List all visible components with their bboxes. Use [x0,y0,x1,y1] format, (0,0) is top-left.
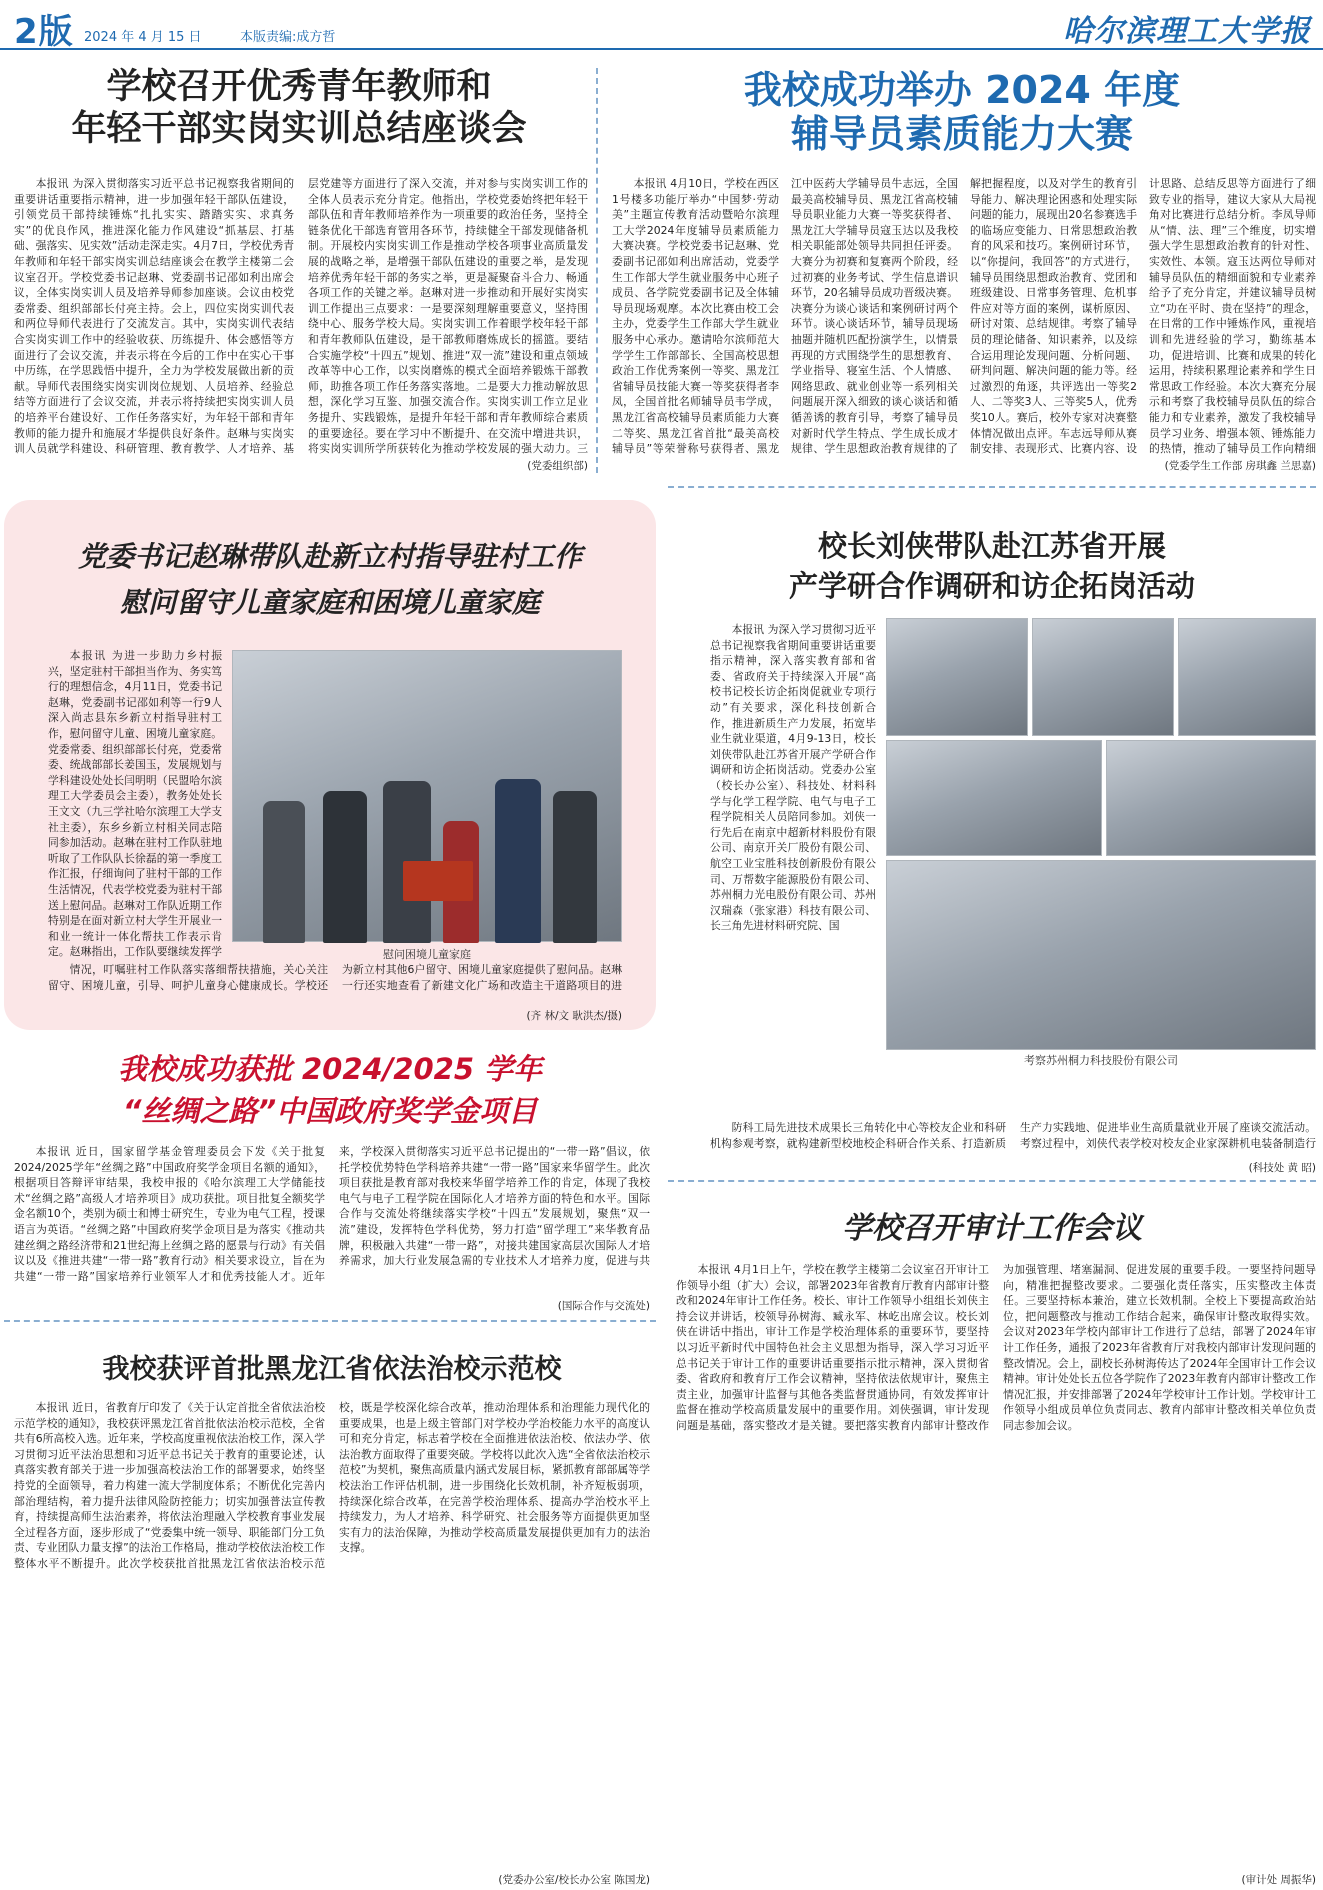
article-body [612,176,1316,458]
newspaper-nameplate: 哈尔滨理工大学报 [1063,14,1311,49]
section-divider [668,486,1316,488]
photo-caption: 考察苏州桐力科技股份有限公司 [1024,1054,1178,1067]
article-text: 本报讯 近日，国家留学基金管理委员会下发《关于批复2024/2025学年“丝绸之路”中国政府奖学金项目名额的通知》，根据项目答辩评审结果，我校申报的《哈尔滨理工大学储能技术“丝绸之路”高级人才培养项目》成功获批。项目批复全额奖学金名额10个，类别为硕士和博士研究生，专业为电气工程，授课语言为英语。“丝绸之路”中国政府奖学金项目是为落实《推动共建丝绸之路经济带和21世纪海上丝绸之路的愿景与行动》有关倡议以及《推进共建“一带一路”教育行动》相关要求设立，旨在为共建“一带一路”国家培养行业领军人才和优秀技能人才。近年来，学校深入贯彻落实习近平总书记提出的“一带一路”倡议，依托学校优势特色学科培养共建“一带一路”国家来华留学生。此次项目获批是教育部对我校来华留学培养工作的肯定，体现了我校电气与电子工程学院在国际化人才培养方面的特色和水平。国际合作与交流处将继续落实学校“十四五”发展规划，聚焦“双一流”建设，发挥特色学科优势，努力打造“留学理工”来华教育品牌，积极融入共建“一带一路”，对接共建国家高层次国际人才培养需求，加大行业发展急需的专业技术人才培养力度，促进与共 [14,1145,650,1283]
photo-company-visit-2 [1032,618,1174,736]
article-headline-line1: 我校成功举办 2024 年度 [743,68,1181,112]
section-divider [4,1320,656,1322]
article-body [48,962,622,1008]
photo-company-visit-1 [886,618,1028,736]
article-text: 本报讯 为深入学习贯彻习近平总书记视察我省期间重要讲话重要指示精神，深入落实教育部和省委、省政府关于持续深入开展“高校书记校长访企拓岗促就业专项行动”有关要求，深化科技创新合作，推进新质生产力发展，拓宽毕业生就业渠道，4月9-13日，校长刘侠带队赴江苏省开展产学研合作调研和访企拓岗活动。党委办公室（校长办公室）、科技处、材料科学与化学工程学院、电气与电子工程学院相关人员陪同参加。刘侠一行先后在南京中超新材料股份有限公司、南京开关厂股份有限公司、航空工业宝胜科技创新股份有限公司、万帮数字能源股份有限公司、苏州桐力光电股份有限公司、苏州汉瑞森（张家港）科技有限公司、长三角先进材料研究院、国 [710,623,876,933]
article-headline-line2: 辅导员素质能力大赛 [790,112,1133,156]
page-number: 2版 [14,12,74,52]
article-text: 本报讯 近日，省教育厅印发了《关于认定首批全省依法治校示范学校的通知》，我校获评黑龙江省首批依法治校示范校，全省共有6所高校入选。近年来，学校高度重视依法治校工作，深入学习贯彻习近平法治思想和习近平总书记关于教育的重要论述，认真落实教育部关于进一步加强高校法治工作的部署要求，始终坚持党的全面领导，着力构建一流大学制度体系；不断优化完善内部治理结构，着力提升法律风险防控能力；切实加强普法宣传教育，持续提高师生法治素养，将依法治理融入学校教育事业发展全过程各方面，逐步形成了“党委集中统一领导、职能部门分工负责、专业团队力量支撑”的法治工作格局，推动学校依法治校工作整体水平不断提升。此次学校获批首批黑龙江省依法治校示范校，既是学校深化综合改革，推动治理体系和治理能力现代化的重要成果，也是上级主管部门对学校办学治校能力水平的高度认可和充分肯定，标志着学校在全面推进依法治校、依法办学、依法治教方面取得了重要突破。学校将以此次入选“全省依法治校示范校”为契机，聚焦高质量内涵式发展目标，紧抓教育部部属等学校法治工作评估机制，进一步围绕化长效机制，补齐短板弱项，持续深化综合改革，在完善学校治理体系、提高办学治校水平上持续发力，为人才培养、科学研究、社会服务等方面提供更加坚实有力的法治保障，为推动学校高质量发展提供更加有力的法治支撑。 [14,1401,650,1570]
photo-company-visit-4 [886,740,1102,856]
article-text: 情况，叮嘱驻村工作队落实落细帮扶措施，关心关注留守、困境儿童，引导、呵护儿童身心健康成长。学校还为新立村其他6户留守、困境儿童家庭提供了慰问品。赵琳一行还实地查看了新建文化广场和改造主干道路项目的进 [48,963,622,992]
page-editor: 本版责编:成方哲 [240,30,336,45]
article-byline: (科技处 黄 昭) [1248,1162,1316,1174]
issue-date: 2024 年 4 月 15 日 [84,30,202,45]
article-text: 本报讯 为进一步助力乡村振兴，坚定驻村干部担当作为、务实笃行的理想信念，4月11日，党委书记赵琳，党委副书记邵如利等一行9人深入尚志县东乡新立村指导驻村工作，慰问留守儿童、困境儿童家庭。党委常委、组织部部长付亮，党委常委、统战部部长姜国玉，发展规划与学科建设处处长闫明明（民盟哈尔滨理工大学委员会主委），教务处处长王文文（九三学社哈尔滨理工大学支社主委），东乡乡新立村相关同志陪同参加活动。赵琳在驻村工作队驻地听取了工作队队长徐磊的第一季度工作汇报，仔细询问了驻村干部的工作生活情况，代表学校党委为驻村干部送上慰问品。赵琳对工作队近期工作特别是在面对新立村大学生开展业一和业一统计一体化帮扶工作表示肯定。赵琳指出，工作队要继续发挥学 [48,649,222,959]
article-byline: (审计处 周振华) [1241,1874,1316,1886]
article-text: 本报讯 4月10日，学校在西区1号楼多功能厅举办“中国梦·劳动美”主题宣传教育活动暨哈尔滨理工大学2024年度辅导员素质能力大赛决赛。学校党委书记赵琳、党委副书记邵如利出席活动，党委学生工作部大学生就业服务中心班子成员、各学院党委副书记及全体辅导员现场观摩。本次比赛由校工会主办，党委学生工作部大学生就业服务中心承办。邀请哈尔滨师范大学学生工作部部长、全国高校思想政治工作优秀案例一等奖、黑龙江省辅导员技能大赛一等奖获得者李凤，全国首批名师辅导员韦学成，黑龙江省高校辅导员素质能力大赛二等奖、黑龙江省首批“最美高校辅导员”等荣誉称号获得者、黑龙江中医药大学辅导员牛志远，全国最美高校辅导员、黑龙江省高校辅导员职业能力大赛一等奖获得者、黑龙江大学辅导员寇玉达以及我校相关职能部处领导共同担任评委。大赛分为初赛和复赛两个阶段，经过初赛的业务考试、学生信息谱识环节，20名辅导员成功晋级决赛。决赛分为谈心谈话和案例研讨两个环节。谈心谈话环节，辅导员现场抽题并随机匹配扮演学生，以情景再现的方式围绕学生的思想教育、学业指导、寝室生活、个人情感、网络思政、就业创业等一系列相关问题展开深入细致的谈心谈话和循循善诱的教育引导，考察了辅导员对新时代学生特点、学生成长成才规律、学生思想政治教育规律的了解把握程度，以及对学生的教育引导能力、解决理论困惑和处理实际问题的能力，展现出20名参赛选手的临场应变能力、日常思想政治教育的风采和技巧。案例研讨环节，以“你提问，我回答”的方式进行，辅导员围绕思想政治教育、党团和班级建设、日常事务管理、危机事件应对等方面的案例，谋析原因、研讨对策、总结规律。考察了辅导员的理论储备、知识素养，以及综合运用理论发现问题、分析问题、研判问题、解决问题的能力等。经过激烈的角逐，共评选出一等奖2人、二等奖3人、三等奖5人，优秀奖10人。赛后，校外专家对决赛整体情况做出点评。车志远导师从赛制安排、表现形式、比赛内容、设计思路、总结反思等方面进行了细致专业的指导，建议大家从大局视角对比赛进行总结分析。李凤导师从“情、法、理”三个维度，切实增强大学生思想政治教育的针对性、实效性、本领。寇玉达两位导师对辅导员队伍的精细面貌和专业素养给予了充分肯定，并建议辅导员树立“功在平时、贵在坚持”的理念，在日常的工作中锤炼作风，重视培训和先进经验的学习，勤练基本功，促进培训、比赛和成果的转化运用，持续积累理论素养和学生日常思政工作经验。本次大赛充分展示和考察了我校辅导员队伍的综合能力和专业素养，激发了我校辅导员学习业务、增强本领、锤炼能力的热情，推动了辅导员工作向精细 [612,177,1316,456]
article-body [710,1120,1316,1156]
article-byline: (国际合作与交流处) [557,1300,650,1312]
article-byline: (党委学生工作部 房琪鑫 兰思嘉) [1164,460,1316,472]
article-text: 防科工局先进技术成果长三角转化中心等校友企业和科研机构参观考察，就构建新型校地校企科研合作关系、打造新质生产力实践地、促进毕业生高质量就业开展了座谈交流活动。考察过程中，刘侠代表学校对校友企业家深耕机电装备制造行 [710,1121,1316,1150]
article-headline: 学校召开审计工作会议 [842,1211,1142,1246]
article-headline: 我校获评首批黑龙江省依法治校示范校 [102,1354,562,1385]
article-body [676,1262,1316,1866]
article-headline-line2: 年轻干部实岗实训总结座谈会 [71,109,527,149]
photo-visit-family [232,650,622,942]
article-byline: (齐 林/文 耿洪杰/摄) [526,1010,622,1022]
photo-company-visit-3 [1178,618,1316,736]
article-headline-line2: 产学研合作调研和访企拓岗活动 [788,569,1195,603]
article-headline-line2: “丝绸之路”中国政府奖学金项目 [122,1094,538,1128]
column-divider [596,68,598,473]
section-divider [668,1180,1316,1182]
article-headline-line1: 校长刘侠带队赴江苏省开展 [817,529,1166,563]
article-text: 本报讯 为深入贯彻落实习近平总书记视察我省期间的重要讲话重要指示精神，进一步加强年轻干部队伍建设，引领党员干部持续锤炼“扎扎实实、踏踏实实、求真务实”的优良作风，推进深化能力作风建设“抓基层、打基础、强落实、见实效”活动走深走实。4月7日，学校优秀青年教师和年轻干部实岗实训总结座谈会在教学主楼第二会议室召开。学校党委书记赵琳、党委副书记邵如利出席会议，全体实岗实训人员及培养导师参加座谈。会议由校党委常委、组织部部长付亮主持。会上，四位实岗实训代表和两位导师代表进行了交流发言。其中，实岗实训代表结合实岗实训工作中的经验收获、历练提升、体会感悟等方面进行了会议交流，并表示将在今后的工作中在实心干事中历练，在学思践悟中提升，全力为学校发展做出新的贡献。导师代表围绕实岗实训岗位规划、人员培养、经验总结等方面进行了会议交流，并表示将持续把实岗实训人员的培养平台建设好、工作任务落实好，为年轻干部和青年教师的能力提升和施展才华提供良好条件。赵琳与实岗实训人员就学科建设、科研管理、教育教学、人才培养、基层党建等方面进行了深入交流，并对参与实岗实训工作的全体人员表示充分肯定。他指出，学校党委始终把年轻干部队伍和青年教师培养作为一项重要的政治任务，坚持全链条优化干部选育管用各环节，持续健全干部发现储备机制。开展校内实岗实训工作是推动学校各项事业高质量发展的战略之举，是增强干部队伍建设的重要之举，是发现培养优秀年轻干部的务实之举，更是凝聚奋斗合力、畅通各项工作的关键之举。赵琳对进一步推动和开展好实岗实训工作提出三点要求：一是要深刻理解重要意义，坚持围绕中心、服务学校大局。实岗实训工作着眼学校年轻干部和青年教师队伍建设，是干部教师磨炼成长的摇篮。要结合实施学校“十四五”规划、推进“双一流”建设和重点领域改革等中心工作，以实岗磨炼的模式全面培养锻炼干部教师，助推各项工作任务落实落地。二是要大力推动解放思想，深化学习互鉴、加强交流合作。实岗实训工作立足业务提升、实践锻炼，是提升年轻干部和青年教师综合素质的重要途径。要在学习中不断提升、在交流中增进共识，将实岗实训所学所获转化为推动学校发展的强大动力。三 [14,177,588,456]
article-body [14,1144,650,1296]
photo-company-visit-6 [886,860,1316,1050]
article-headline-line1: 我校成功获批 2024/2025 学年 [117,1052,543,1086]
article-headline-line2: 慰问留守儿童家庭和困境儿童家庭 [119,586,540,619]
article-byline: (党委办公室/校长办公室 陈国龙) [498,1874,650,1886]
article-text: 本报讯 4月1日上午，学校在教学主楼第二会议室召开审计工作领导小组（扩大）会议，部署2023年省教育厅教育内部审计整改和2024年审计工作任务。校长、审计工作领导小组组长刘侠主持会议并讲话，校领导孙树海、臧永军、林屹出席会议。校长刘侠在讲话中指出，审计工作是学校治理体系的重要环节，要坚持以习近平新时代中国特色社会主义思想为指导，深入学习习近平总书记关于审计工作的重要讲话重要指示批示精神，深入贯彻省委、省政府和教育厅工作会议精神，坚持依法依规审计，聚焦主责主业，加强审计监督与其他各类监督贯通协同，有效发挥审计监督在推动学校高质量发展中的重要作用。刘侠强调，审计发现问题是基础，落实整改才是关键。要把落实教育内部审计整改作为加强管理、堵塞漏洞、促进发展的重要手段。一要坚持问题导向，精准把握整改要求。二要强化责任落实，压实整改主体责任。三要坚持标本兼治，建立长效机制。全校上下要提高政治站位，把问题整改与推动工作结合起来，确保审计整改取得实效。会议对2023年学校内部审计工作进行了总结，部署了2024年审计工作任务，通报了2023年省教育厅对我校内部审计发现问题的整改情况。会上，副校长孙树海传达了2024年全国审计工作会议精神。审计处处长五位各学院作了2023年教育内部审计整改工作情况汇报，并安排部署了2024年学校审计工作计划。学校审计工作领导小组成员单位负责同志、教育内部审计整改相关单位负责同志参加会议。 [676,1263,1316,1432]
article-body [710,622,876,1122]
photo-caption: 慰问困境儿童家庭 [383,948,471,961]
article-body [14,1400,650,1868]
article-body [48,648,222,960]
article-headline-line1: 党委书记赵琳带队赴新立村指导驻村工作 [77,540,582,573]
photo-company-visit-5 [1106,740,1316,856]
article-byline: (党委组织部) [527,460,588,472]
article-headline-line1: 学校召开优秀青年教师和 [106,67,492,107]
article-body [14,176,588,458]
